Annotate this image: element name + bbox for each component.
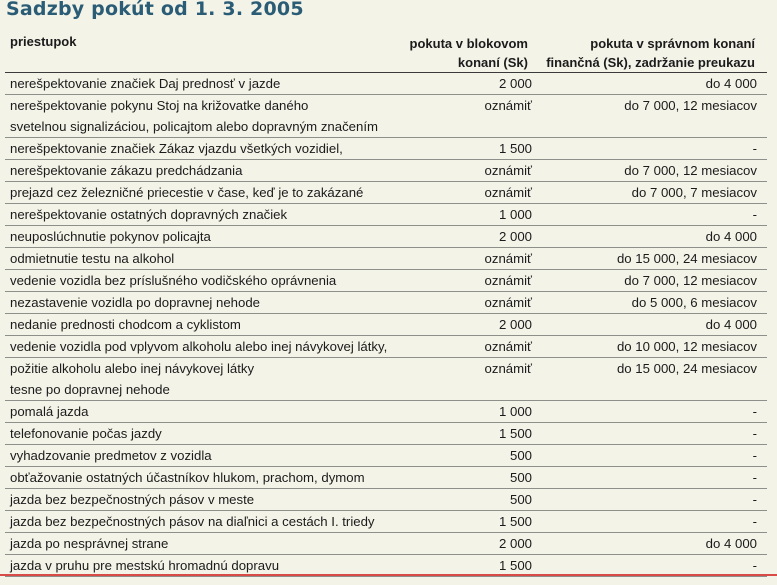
admin-fine-cell: do 5 000, 6 mesiacov [537, 292, 767, 314]
admin-fine-cell: - [537, 445, 767, 467]
offense-cell: nerešpektovanie zákazu predchádzania [5, 160, 427, 182]
block-fine-cell: 1 000 [427, 204, 537, 226]
admin-fine-cell: - [537, 489, 767, 511]
offense-cell: nerešpektovanie značiek Zákaz vjazdu všetkých vozidiel, [5, 138, 427, 160]
offense-cell: vyhadzovanie predmetov z vozidla [5, 445, 427, 467]
table-row [5, 401, 767, 423]
offense-cell: nerešpektovanie pokynu Stoj na križovatke daného svetelnou signalizáciou, policajtom alebo dopravným značením [5, 95, 427, 138]
header-block-fine [410, 34, 528, 72]
offense-cell: obťažovanie ostatných účastníkov hlukom, prachom, dymom [5, 467, 427, 489]
admin-fine-cell: - [537, 401, 767, 423]
table-row [5, 160, 767, 182]
table-header [0, 24, 777, 72]
offense-cell: vedenie vozidla pod vplyvom alkoholu alebo inej návykovej látky, [5, 336, 427, 358]
admin-fine-cell: do 7 000, 12 mesiacov [537, 160, 767, 182]
header-admin-fine-line2: finančná (Sk), zadržanie preukazu [546, 55, 755, 70]
offense-cell: vedenie vozidla bez príslušného vodičského oprávnenia [5, 270, 427, 292]
table-row [5, 292, 767, 314]
offense-cell: neuposlúchnutie pokynov policajta [5, 226, 427, 248]
table-row [5, 204, 767, 226]
block-fine-cell: oznámiť [427, 270, 537, 292]
table-row [5, 336, 767, 358]
block-fine-cell: oznámiť [427, 292, 537, 314]
fines-table-body [5, 73, 767, 577]
block-fine-cell: 2 000 [427, 533, 537, 555]
table-row [5, 226, 767, 248]
block-fine-cell: 500 [427, 445, 537, 467]
block-fine-cell: 1 000 [427, 401, 537, 423]
admin-fine-cell: do 4 000 [537, 73, 767, 95]
block-fine-cell: 500 [427, 489, 537, 511]
header-admin-fine [546, 34, 755, 72]
offense-cell: prejazd cez železničné priecestie v čase, keď je to zakázané [5, 182, 427, 204]
admin-fine-cell: do 7 000, 7 mesiacov [537, 182, 767, 204]
table-row [5, 314, 767, 336]
admin-fine-cell: do 7 000, 12 mesiacov [537, 95, 767, 138]
admin-fine-cell: do 4 000 [537, 533, 767, 555]
header-offense: priestupok [10, 34, 77, 49]
block-fine-cell: 1 500 [427, 511, 537, 533]
table-row [5, 138, 767, 160]
block-fine-cell: oznámiť [427, 95, 537, 138]
admin-fine-cell: - [537, 511, 767, 533]
admin-fine-cell: - [537, 204, 767, 226]
admin-fine-cell: do 10 000, 12 mesiacov [537, 336, 767, 358]
block-fine-cell: 2 000 [427, 314, 537, 336]
block-fine-cell: 500 [427, 467, 537, 489]
block-fine-cell: oznámiť [427, 358, 537, 401]
table-row [5, 182, 767, 204]
bottom-divider [0, 574, 777, 576]
table-row [5, 511, 767, 533]
offense-cell: nedanie prednosti chodcom a cyklistom [5, 314, 427, 336]
admin-fine-cell: do 4 000 [537, 226, 767, 248]
admin-fine-cell: do 7 000, 12 mesiacov [537, 270, 767, 292]
offense-cell: nerešpektovanie značiek Daj prednosť v jazde [5, 73, 427, 95]
fines-table [5, 72, 767, 577]
offense-cell: odmietnutie testu na alkohol [5, 248, 427, 270]
header-block-fine-line1: pokuta v blokovom [409, 36, 528, 51]
block-fine-cell: 2 000 [427, 73, 537, 95]
block-fine-cell: 2 000 [427, 226, 537, 248]
offense-cell: nerešpektovanie ostatných dopravných značiek [5, 204, 427, 226]
admin-fine-cell: do 15 000, 24 mesiacov [537, 358, 767, 401]
offense-cell: požitie alkoholu alebo inej návykovej látky tesne po dopravnej nehode [5, 358, 427, 401]
header-block-fine-line2: konaní (Sk) [457, 55, 528, 70]
table-row [5, 467, 767, 489]
admin-fine-cell: - [537, 555, 767, 577]
block-fine-cell: oznámiť [427, 248, 537, 270]
table-row [5, 248, 767, 270]
block-fine-cell: oznámiť [427, 336, 537, 358]
table-row [5, 489, 767, 511]
table-row [5, 270, 767, 292]
admin-fine-cell: do 4 000 [537, 314, 767, 336]
table-row [5, 358, 767, 401]
offense-cell: nezastavenie vozidla po dopravnej nehode [5, 292, 427, 314]
table-row [5, 73, 767, 95]
page-title: Sadzby pokút od 1. 3. 2005 [6, 0, 304, 20]
admin-fine-cell: - [537, 138, 767, 160]
block-fine-cell: 1 500 [427, 423, 537, 445]
offense-cell: jazda v pruhu pre mestskú hromadnú dopravu [5, 555, 427, 577]
table-row [5, 445, 767, 467]
table-row [5, 533, 767, 555]
table-row [5, 423, 767, 445]
table-row [5, 95, 767, 138]
offense-cell: jazda po nesprávnej strane [5, 533, 427, 555]
offense-cell: jazda bez bezpečnostných pásov na diaľnici a cestách I. triedy [5, 511, 427, 533]
admin-fine-cell: do 15 000, 24 mesiacov [537, 248, 767, 270]
offense-cell: jazda bez bezpečnostných pásov v meste [5, 489, 427, 511]
offense-cell: pomalá jazda [5, 401, 427, 423]
block-fine-cell: oznámiť [427, 182, 537, 204]
admin-fine-cell: - [537, 467, 767, 489]
admin-fine-cell: - [537, 423, 767, 445]
header-admin-fine-line1: pokuta v správnom konaní [590, 36, 755, 51]
block-fine-cell: oznámiť [427, 160, 537, 182]
offense-cell: telefonovanie počas jazdy [5, 423, 427, 445]
block-fine-cell: 1 500 [427, 555, 537, 577]
block-fine-cell: 1 500 [427, 138, 537, 160]
